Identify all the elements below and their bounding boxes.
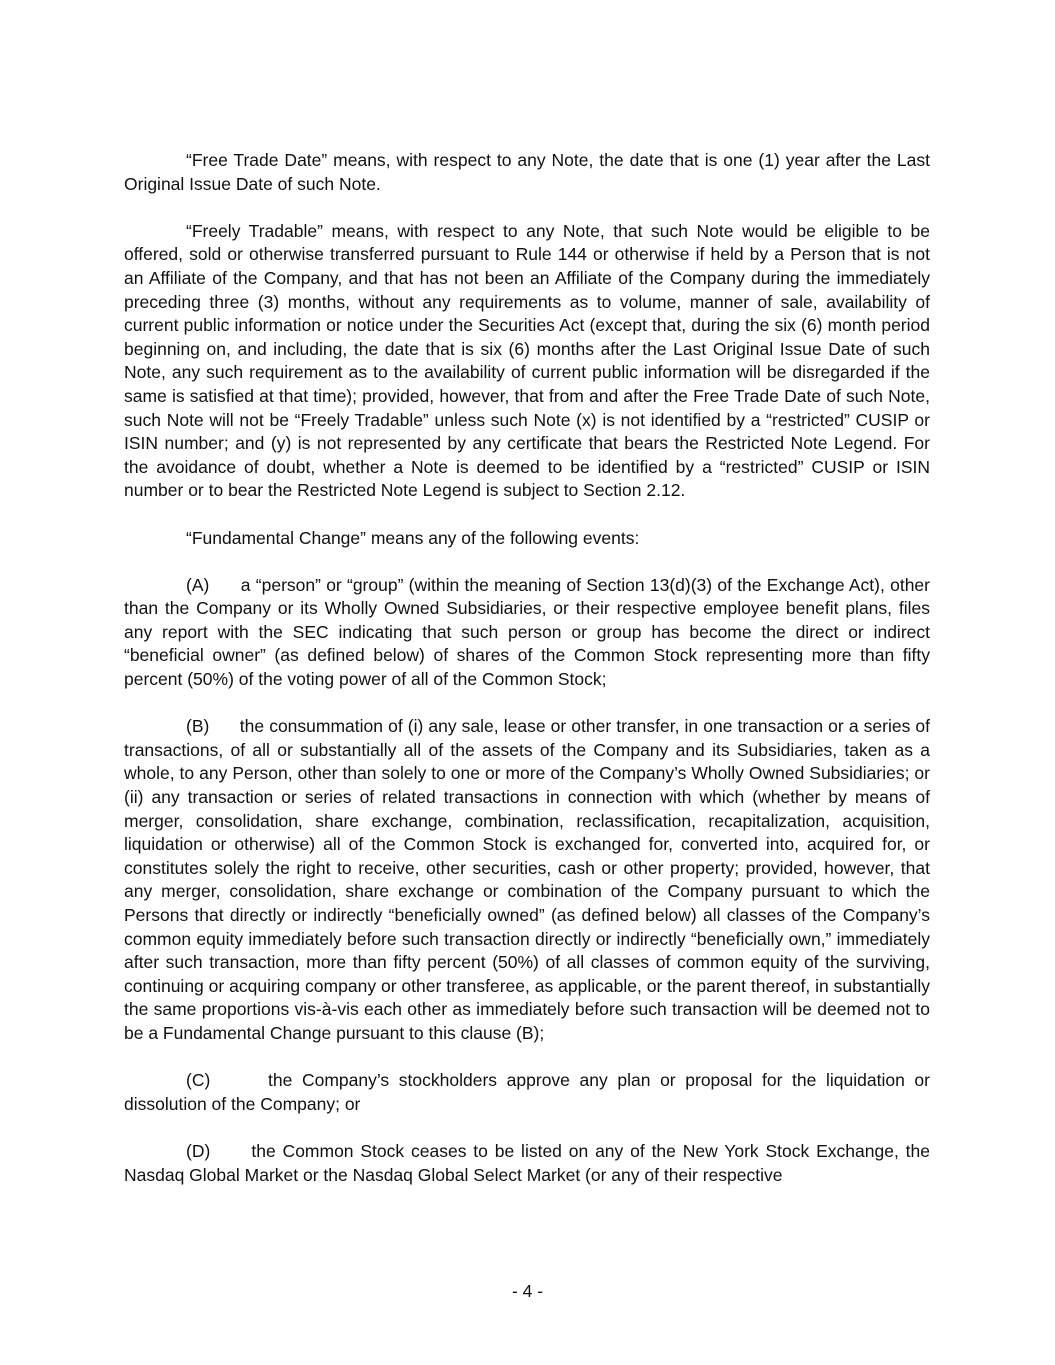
definition-freely-tradable: “Freely Tradable” means, with respect to any Note, that such Note would be eligible to be offered, sold or otherwise transferred pursuant to Rule 144 or otherwise if held by a Person that is not an Affiliate of the Company, and that has not been an Affiliate of the Company during the immediately preceding three (3) months, without any requirements as to volume, manner of sale, availability of current public information or notice under the Securities Act (except that, during the six (6) month period beginning on, and including, the date that is six (6) months after the Last Original Issue Date of such Note, any such requirement as to the availability of current public information will be disregarded if the same is satisfied at that time); provided, however, that from and after the Free Trade Date of such Note, such Note will not be “Freely Tradable” unless such Note (x) is not identified by a “restricted” CUSIP or ISIN number; and (y) is not represented by any certificate that bears the Restricted Note Legend. For the avoidance of doubt, whether a Note is deemed to be identified by a “restricted” CUSIP or ISIN number or to bear the Restricted Note Legend is subject to Section 2.12. — [124, 220, 930, 501]
definition-fundamental-change: “Fundamental Change” means any of the following events: — [186, 527, 640, 548]
page-number: - 4 - — [511, 1281, 544, 1301]
definition-free-trade-date: “Free Trade Date” means, with respect to any Note, the date that is one (1) year after the Last Original Issue Date of such Note. — [124, 150, 930, 194]
clause-c: (C) the Company’s stockholders approve any plan or proposal for the liquidation or dissolution of the Company; or — [124, 1070, 935, 1114]
document-body — [124, 149, 935, 1187]
clause-b: (B) the consummation of (i) any sale, lease or other transfer, in one transaction or a series of transactions, of all or substantially all of the assets of the Company and its Subsidiaries, taken as a whole, to any Person, other than solely to one or more of the Company’s Wholly Owned Subsidiaries; or (ii) any transaction or series of related transactions in connection with which (whether by means of merger, consolidation, share exchange, combination, reclassification, recapitalization, acquisition, liquidation or otherwise) all of the Common Stock is exchanged for, converted into, acquired for, or constitutes solely the right to receive, other securities, cash or other property; provided, however, that any merger, consolidation, share exchange or combination of the Company pursuant to which the Persons that directly or indirectly “beneficially owned” (as defined below) all classes of the Company’s common equity immediately before such transaction directly or indirectly “beneficially own,” immediately after such transaction, more than fifty percent (50%) of all classes of common equity of the surviving, continuing or acquiring company or other transferee, as applicable, or the parent thereof, in substantially the same proportions vis-à-vis each other as immediately before such transaction will be deemed not to be a Fundamental Change pursuant to this clause (B); — [124, 716, 935, 1043]
clause-a: (A) a “person” or “group” (within the meaning of Section 13(d)(3) of the Exchange Act), other than the Company or its Wholly Owned Subsidiaries, or their respective employee benefit plans, files any report with the SEC indicating that such person or group has become the direct or indirect “beneficial owner” (as defined below) of shares of the Common Stock representing more than fifty percent (50%) of the voting power of all of the Common Stock; — [124, 574, 935, 690]
clause-d: (D) the Common Stock ceases to be listed on any of the New York Stock Exchange, the Nasdaq Global Market or the Nasdaq Global Select Market (or any of their respective — [124, 1140, 935, 1185]
